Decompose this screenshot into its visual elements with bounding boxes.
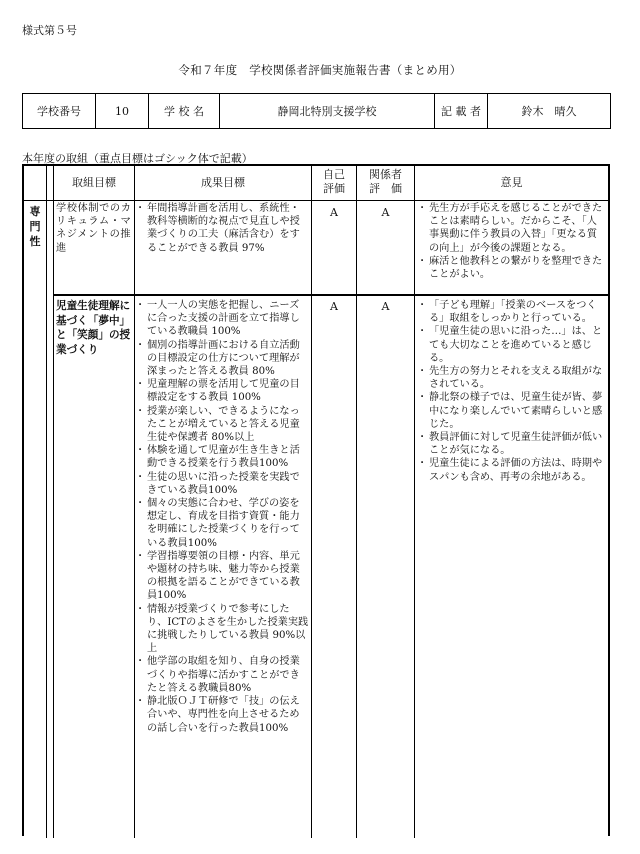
header-stakeholder-eval: 関係者 評 価	[369, 168, 402, 195]
outcome-item: ・ 児童理解の票を活用して児童の目標設定をする教員 100%	[137, 378, 309, 404]
school-number: 10	[96, 94, 149, 129]
outcome-item: ・ 授業が楽しい、できるようになったことが増えていると答える児童生徒や保護者 80%以上	[137, 405, 309, 445]
school-number-label: 学校番号	[23, 94, 96, 129]
outcome-item: ・ 生徒の思いに沿った授業を実践できている教員100%	[137, 471, 309, 497]
document-title: 令和７年度 学校関係者評価実施報告書（まとめ用）	[178, 63, 462, 77]
opinion-item: ・ 静北祭の様子では、児童生徒が皆、夢中になり楽しんでいて素晴らしいと感じた。	[419, 391, 605, 431]
outcome-item: ・ 一人一人の実態を把握し、ニーズに合った支援の計画を立て指導している教職員 100%	[137, 299, 309, 339]
header-goal: 取組目標	[72, 176, 116, 189]
outcome-item: ・ 静北版ＯＪＴ研修で「技」の伝え合いや、専門性を向上させるための話し合いを行った教員100%	[137, 695, 309, 735]
header-self-eval: 自己 評価	[323, 168, 345, 195]
writer-label: 記 載 者	[435, 94, 488, 129]
form-number: 様式第５号	[22, 24, 77, 37]
writer-name: 鈴木 晴久	[488, 94, 611, 129]
outcome-item: ・ 個々の実態に合わせ、学びの姿を想定し、育成を目指す資質・能力を明確にした授業づくりを行っている教員100%	[137, 497, 309, 550]
col-line-2	[53, 166, 54, 838]
col-line-6	[414, 166, 415, 838]
header-opinion: 意見	[500, 176, 523, 189]
row2-stakeholder-eval: A	[381, 300, 390, 313]
row2-self-eval: A	[330, 300, 338, 313]
category-label: 専門性	[29, 205, 41, 248]
row2-outcomes	[137, 299, 309, 735]
opinion-item: ・ 教員評価に対して児童生徒評価が低いことが気になる。	[419, 431, 605, 457]
section-caption: 本年度の取組（重点目標はゴシック体で記載）	[22, 152, 253, 165]
school-info-table	[22, 93, 611, 129]
outcome-item: ・ 情報が授業づくりで参考にしたり、ICTのよさを生かした授業実践に挑戦したりしている教員 90%以上	[137, 603, 309, 656]
opinion-item: ・ 麻活と他教科との繋がりを整理できたことがよい。	[419, 255, 605, 281]
row1-stakeholder-eval: A	[381, 206, 390, 219]
outcome-item: ・ 個別の指導計画における自立活動の目標設定の仕方について理解が深まったと答える教員 80%	[137, 339, 309, 379]
col-line-1	[46, 166, 47, 838]
opinion-item: ・ 先生方の努力とそれを支える取組がなされている。	[419, 365, 605, 391]
header-outcome: 成果目標	[201, 176, 245, 189]
row1-goal: 学校体制でのカリキュラム・マネジメントの推進	[56, 203, 132, 254]
opinion-item: ・ 「児童生徒の思いに沿った…」は、とても大切なことを進めていると感じる。	[419, 325, 605, 365]
outcome-item: ・ 他学部の取組を知り、自身の授業づくりや指導に活かすことができたと答える教職員80%	[137, 655, 309, 695]
row-divider-line	[54, 294, 608, 296]
row1-outcomes	[137, 202, 309, 255]
outcome-item: ・ 体験を通して児童が生き生きと活動できる授業を行う教員100%	[137, 444, 309, 470]
row1-opinions	[419, 202, 605, 281]
col-line-4	[311, 166, 312, 838]
school-name-label: 学 校 名	[149, 94, 220, 129]
opinion-item: ・ 「子ども理解」「授業のベースをつくる」取組をしっかりと行っている。	[419, 299, 605, 325]
opinion-item: ・ 児童生徒による評価の方法は、時期やスパンも含め、再考の余地がある。	[419, 457, 605, 483]
evaluation-table	[22, 164, 610, 836]
header-bottom-line	[24, 200, 608, 201]
row2-goal: 児童生徒理解に基づく「夢中」と「笑顔」の授業づくり	[56, 300, 131, 356]
row2-opinions	[419, 299, 605, 484]
school-name: 静岡北特別支援学校	[220, 94, 435, 129]
outcome-item: ・ 学習指導要領の目標・内容、単元や題材の持ち味、魅力等から授業の根拠を語ることができている教員100%	[137, 550, 309, 603]
row1-self-eval: A	[330, 206, 338, 219]
outcome-item: ・ 年間指導計画を活用し、系統性・教科等横断的な視点で見直しや授業づくりの工夫（麻活含む）をすることができる教員 97%	[137, 202, 309, 255]
opinion-item: ・ 先生方が手応えを感じることができたことは素晴らしい。だからこそ、「人事異動に伴う教員の入替」「更なる質の向上」が今後の課題となる。	[419, 202, 605, 255]
col-line-5	[356, 166, 357, 838]
